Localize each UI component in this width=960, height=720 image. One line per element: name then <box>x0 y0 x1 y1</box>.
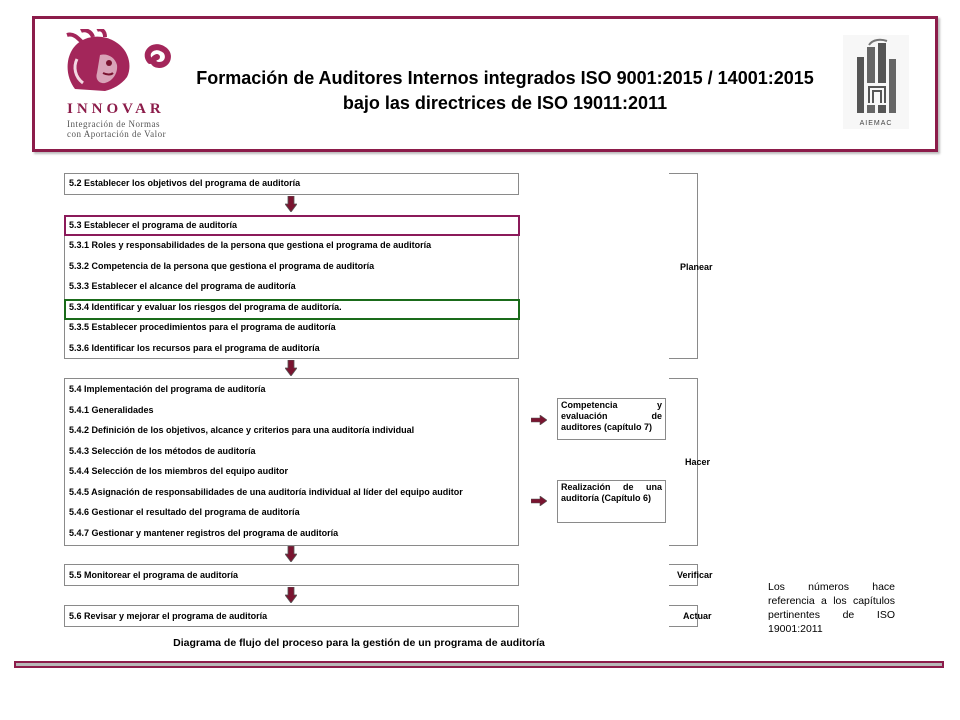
aiemac-name: AIEMAC <box>859 120 893 127</box>
arrow-down-icon <box>285 360 297 376</box>
highlight-purple <box>64 215 520 236</box>
box-monitorear <box>64 564 519 586</box>
step-5-4-3: 5.4.3 Selección de los métodos de auditoría <box>69 446 256 456</box>
step-5-4-2: 5.4.2 Definición de los objetivos, alcance y criterios para una auditoría individual <box>69 425 415 435</box>
phase-actuar: Actuar <box>683 611 712 621</box>
arrow-down-icon <box>285 196 297 212</box>
step-5-3-1: 5.3.1 Roles y responsabilidades de la persona que gestiona el programa de auditoría <box>69 240 432 250</box>
step-5-4-1: 5.4.1 Generalidades <box>69 405 154 415</box>
phase-planear: Planear <box>680 262 713 272</box>
step-5-6: 5.6 Revisar y mejorar el programa de auditoría <box>69 611 268 621</box>
footer-bar <box>14 661 944 668</box>
step-5-3: 5.3 Establecer el programa de auditoría <box>69 220 238 230</box>
box-revisar <box>64 605 519 627</box>
phase-verificar: Verificar <box>677 570 713 580</box>
step-5-3-5: 5.3.5 Establecer procedimientos para el programa de auditoría <box>69 322 336 332</box>
aiemac-logo <box>843 35 909 129</box>
innovar-name: INNOVAR <box>67 101 165 117</box>
mask-logo-icon <box>55 29 195 101</box>
innovar-tagline <box>67 119 166 139</box>
box-objetivos <box>64 173 519 195</box>
footnote: Los números hace referencia a los capítulos pertinentes de ISO 19001:2011 <box>768 581 895 635</box>
innovar-tagline-1: Integración de Normas <box>67 119 160 129</box>
diagram-caption: Diagrama de flujo del proceso para la gestión de un programa de auditoría <box>173 637 545 649</box>
highlight-green <box>64 299 520 320</box>
step-5-4-7: 5.4.7 Gestionar y mantener registros del programa de auditoría <box>69 528 339 538</box>
side-box-competencia: Competencia y evaluación de auditores (capítulo 7) <box>557 398 666 440</box>
arrow-down-icon <box>285 546 297 562</box>
side-box-realizacion: Realización de una auditoría (Capítulo 6) <box>557 480 666 523</box>
step-5-4-5: 5.4.5 Asignación de responsabilidades de una auditoría individual al líder del equipo auditor <box>69 487 463 497</box>
step-5-3-4: 5.3.4 Identificar y evaluar los riesgos del programa de auditoría. <box>69 302 342 312</box>
arrow-down-icon <box>285 587 297 603</box>
step-5-4-4: 5.4.4 Selección de los miembros del equipo auditor <box>69 466 289 476</box>
innovar-logo <box>55 29 205 141</box>
innovar-tagline-2: con Aportación de Valor <box>67 129 167 139</box>
arrow-right-icon <box>531 496 547 506</box>
aiemac-building-icon <box>843 35 909 115</box>
step-5-3-2: 5.3.2 Competencia de la persona que gestiona el programa de auditoría <box>69 261 375 271</box>
box-establecer-programa <box>64 215 519 359</box>
step-5-4: 5.4 Implementación del programa de auditoría <box>69 384 266 394</box>
box-implementacion <box>64 378 519 546</box>
header-banner <box>32 16 938 152</box>
step-5-3-6: 5.3.6 Identificar los recursos para el programa de auditoría <box>69 343 320 353</box>
arrow-right-icon <box>531 415 547 425</box>
step-5-4-6: 5.4.6 Gestionar el resultado del programa de auditoría <box>69 507 300 517</box>
step-5-2: 5.2 Establecer los objetivos del programa de auditoría <box>69 178 301 188</box>
page-title: Formación de Auditores Internos integrados ISO 9001:2015 / 14001:2015 bajo las directrices de ISO 19011:2011 <box>196 68 814 113</box>
step-5-5: 5.5 Monitorear el programa de auditoría <box>69 570 239 580</box>
phase-hacer: Hacer <box>685 457 711 467</box>
step-5-3-3: 5.3.3 Establecer el alcance del programa de auditoría <box>69 281 296 291</box>
